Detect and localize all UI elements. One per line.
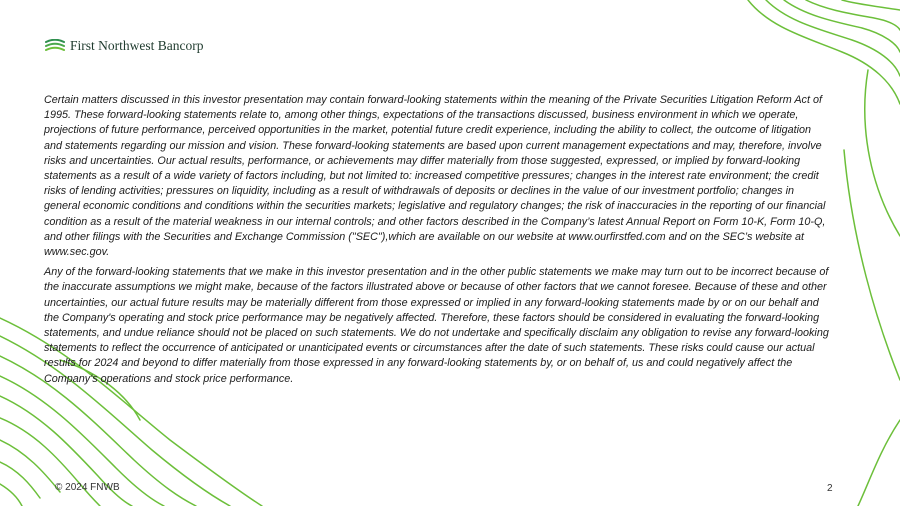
company-logo <box>45 38 203 54</box>
disclaimer-paragraph-2: Any of the forward-looking statements that we make in this investor presentation and in the other public statements we make may turn out to be incorrect because of the inaccurate assumptions we might make, because of the factors illustrated above or because of other factors that we cannot foresee. Because of these and other uncertainties, our actual future results may be materially different from those expressed or implied in any forward-looking statements made by or on our behalf and the Company's operating and stock price performance may be negatively affected. Therefore, these factors should be considered in evaluating the forward-looking statements, and undue reliance should not be placed on such statements. We do not undertake and specifically disclaim any obligation to revise any forward-looking statements to reflect the occurrence of anticipated or unanticipated events or circumstances after the date of such statements. These risks could cause our actual results for 2024 and beyond to differ materially from those expressed in any forward-looking statements by, or on behalf of, us and could negatively affect the Company's operations and stock price performance. <box>44 266 829 385</box>
bank-leaf-icon <box>45 39 65 53</box>
page-number: 2 <box>827 483 833 494</box>
disclaimer-paragraph-1: Certain matters discussed in this investor presentation may contain forward-looking statements within the meaning of the Private Securities Litigation Reform Act of 1995. These forward-looking statements relate to, among other things, expectations of the transactions discussed, business environment in which we operate, projections of future performance, perceived opportunities in the market, potential future credit experience, including the ability to collect, the outcome of litigation and statements regarding our mission and vision. These forward-looking statements are based upon current management expectations and may, therefore, involve risks and uncertainties. Our actual results, performance, or achievements may differ materially from those suggested, expressed, or implied by forward-looking statements as a result of a wide variety of factors including, but not limited to: increased competitive pressures; changes in the interest rate environment; the credit risks of lending activities; pressures on liquidity, including as a result of withdrawals of deposits or declines in the value of our investment portfolio; changes in general economic conditions and conditions within the securities markets; legislative and regulatory changes; the risk of inaccuracies in the reporting of our financial condition as a result of the material weakness in our internal controls; and other factors described in the Company’s latest Annual Report on Form 10-K, Form 10-Q, and other filings with the Securities and Exchange Commission ("SEC"),which are available on our website at www.ourfirstfed.com and on the SEC’s website at www.sec.gov. <box>44 94 826 259</box>
logo-text: First Northwest Bancorp <box>70 38 204 53</box>
copyright-text: © 2024 FNWB <box>55 482 120 493</box>
disclaimer-body <box>44 93 832 392</box>
